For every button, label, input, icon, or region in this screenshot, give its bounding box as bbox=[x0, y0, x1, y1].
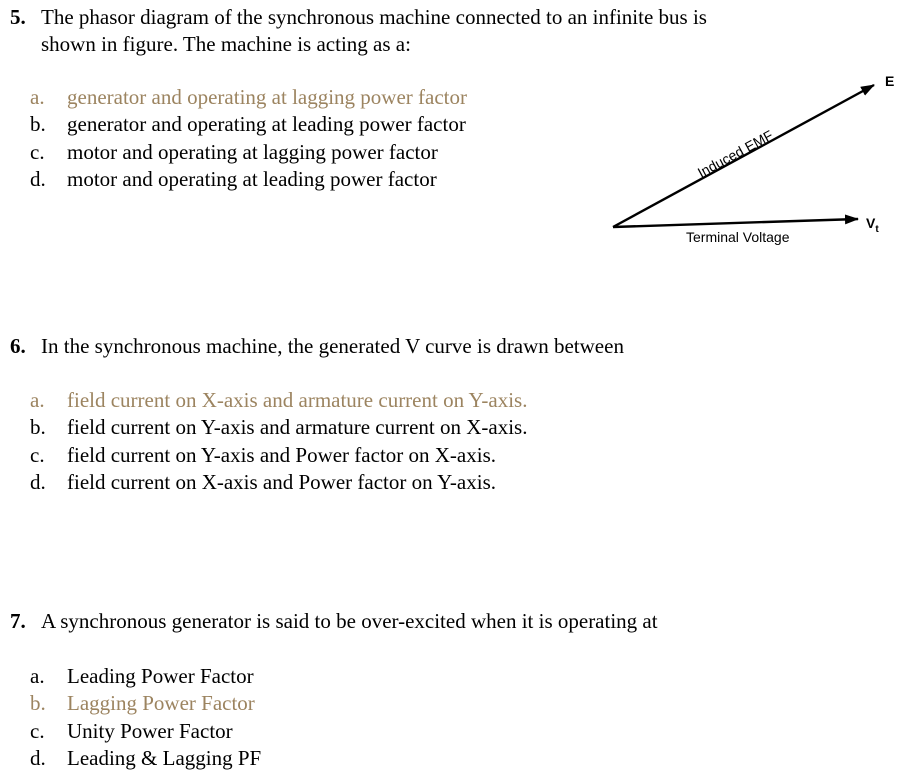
option-5b bbox=[30, 111, 467, 138]
question-5-text-line-2: shown in figure. The machine is acting as a: bbox=[41, 32, 411, 56]
vt-subscript: t bbox=[875, 224, 879, 235]
option-text: generator and operating at leading power factor bbox=[67, 112, 466, 137]
option-6a bbox=[30, 387, 527, 414]
question-6-text: In the synchronous machine, the generated V curve is drawn between bbox=[41, 334, 624, 358]
option-6c bbox=[30, 442, 527, 469]
question-7-options bbox=[30, 663, 261, 772]
induced-emf-label: Induced EMF bbox=[694, 126, 776, 181]
option-6b bbox=[30, 414, 527, 441]
phasor-diagram bbox=[600, 68, 900, 258]
question-5-options bbox=[30, 84, 467, 193]
option-letter: c. bbox=[30, 442, 45, 467]
option-letter: d. bbox=[30, 166, 46, 191]
option-5c bbox=[30, 139, 467, 166]
option-7d bbox=[30, 745, 261, 772]
question-6-options bbox=[30, 387, 527, 496]
option-5d bbox=[30, 166, 467, 193]
option-letter: a. bbox=[30, 85, 45, 109]
option-6d bbox=[30, 469, 527, 496]
option-text: generator and operating at lagging power factor bbox=[67, 85, 467, 109]
option-text: Unity Power Factor bbox=[67, 718, 233, 743]
option-text: Leading & Lagging PF bbox=[67, 745, 262, 770]
option-letter: c. bbox=[30, 139, 45, 164]
option-7b bbox=[30, 690, 261, 717]
option-letter: d. bbox=[30, 745, 46, 770]
question-5-text-line-1: The phasor diagram of the synchronous machine connected to an infinite bus is bbox=[41, 5, 707, 29]
option-text: field current on X-axis and Power factor on Y-axis. bbox=[67, 469, 497, 494]
question-7-number: 7. bbox=[10, 609, 26, 633]
question-5 bbox=[10, 4, 890, 58]
terminal-voltage-phasor bbox=[613, 219, 858, 227]
e-label: E bbox=[885, 73, 895, 89]
vt-main: V bbox=[866, 215, 876, 231]
option-letter: b. bbox=[30, 112, 46, 137]
option-text: motor and operating at leading power factor bbox=[67, 166, 437, 191]
vt-label bbox=[866, 215, 879, 235]
option-letter: c. bbox=[30, 718, 45, 743]
option-text: field current on Y-axis and Power factor on X-axis. bbox=[67, 442, 497, 467]
option-letter: a. bbox=[30, 664, 45, 688]
option-text: Leading Power Factor bbox=[67, 664, 254, 688]
option-text: motor and operating at lagging power factor bbox=[67, 139, 438, 164]
option-letter: d. bbox=[30, 469, 46, 494]
option-text: field current on Y-axis and armature current on X-axis. bbox=[67, 415, 528, 440]
option-5a bbox=[30, 84, 467, 111]
question-7-line-1 bbox=[10, 608, 890, 635]
question-7-text: A synchronous generator is said to be over-excited when it is operating at bbox=[41, 609, 658, 633]
question-6-number: 6. bbox=[10, 334, 26, 358]
question-6 bbox=[10, 333, 890, 360]
option-7a bbox=[30, 663, 261, 690]
terminal-voltage-label: Terminal Voltage bbox=[686, 229, 790, 245]
question-5-line-1 bbox=[10, 4, 890, 31]
option-text: field current on X-axis and armature current on Y-axis. bbox=[67, 388, 528, 412]
option-7c bbox=[30, 718, 261, 745]
question-6-line-1 bbox=[10, 333, 890, 360]
option-letter: b. bbox=[30, 415, 46, 440]
option-letter: a. bbox=[30, 388, 45, 412]
question-5-number: 5. bbox=[10, 5, 26, 29]
option-text: Lagging Power Factor bbox=[67, 691, 255, 716]
option-letter: b. bbox=[30, 691, 46, 716]
question-7 bbox=[10, 608, 890, 635]
